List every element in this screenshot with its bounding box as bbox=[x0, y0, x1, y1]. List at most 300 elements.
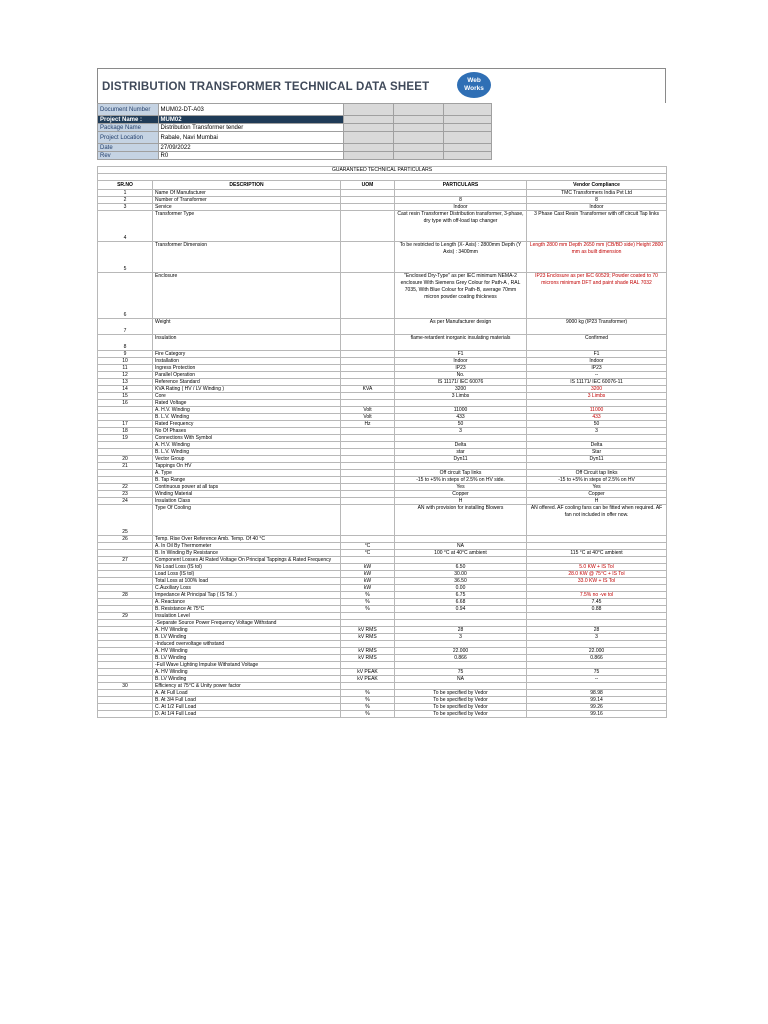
sr-no-cell: 22 bbox=[98, 484, 153, 491]
sr-no-cell bbox=[98, 704, 153, 711]
table-row bbox=[98, 564, 667, 571]
description-cell: Efficiency at 75°C & Unity power factor bbox=[153, 683, 341, 690]
info-cell bbox=[444, 104, 492, 116]
sr-no-cell bbox=[98, 414, 153, 421]
particulars-cell: Indoor bbox=[395, 358, 527, 365]
company-logo bbox=[457, 72, 491, 98]
table-row bbox=[98, 550, 667, 557]
vendor-compliance-cell: -- bbox=[527, 676, 667, 683]
description-cell: A. HV Winding bbox=[153, 648, 341, 655]
table-row bbox=[98, 190, 667, 197]
uom-cell: Hz bbox=[341, 421, 395, 428]
info-label: Project Name : bbox=[98, 116, 159, 124]
particulars-cell: To be restricted to Length (X- Axis) : 2800mm Depth (Y Axis) : 3400mm bbox=[395, 242, 527, 273]
table-row bbox=[98, 386, 667, 393]
sr-no-cell bbox=[98, 442, 153, 449]
particulars-cell bbox=[395, 641, 527, 648]
column-header: UOM bbox=[341, 181, 395, 190]
particulars-cell: 0.94 bbox=[395, 606, 527, 613]
table-row bbox=[98, 456, 667, 463]
info-cell bbox=[394, 152, 444, 160]
uom-cell bbox=[341, 319, 395, 335]
particulars-cell: 0.866 bbox=[395, 655, 527, 662]
vendor-compliance-cell: 0.866 bbox=[527, 655, 667, 662]
table-row bbox=[98, 704, 667, 711]
vendor-compliance-cell: Indoor bbox=[527, 358, 667, 365]
vendor-compliance-cell: 7.45 bbox=[527, 599, 667, 606]
description-cell: Rated Voltage bbox=[153, 400, 341, 407]
vendor-compliance-cell bbox=[527, 620, 667, 627]
uom-cell bbox=[341, 435, 395, 442]
uom-cell: kW bbox=[341, 585, 395, 592]
info-row bbox=[98, 104, 492, 116]
vendor-compliance-cell: 3 Limbs bbox=[527, 393, 667, 400]
gtp-heading: GUARANTEED TECHNICAL PARTICULARS bbox=[98, 167, 667, 174]
particulars-cell bbox=[395, 620, 527, 627]
vendor-compliance-cell: 75 bbox=[527, 669, 667, 676]
table-row bbox=[98, 358, 667, 365]
table-row bbox=[98, 484, 667, 491]
table-row bbox=[98, 442, 667, 449]
particulars-cell: H bbox=[395, 498, 527, 505]
vendor-compliance-cell: Indoor bbox=[527, 204, 667, 211]
table-row bbox=[98, 599, 667, 606]
info-row bbox=[98, 144, 492, 152]
sr-no-cell bbox=[98, 697, 153, 704]
description-cell: B. In Winding By Resistance bbox=[153, 550, 341, 557]
uom-cell bbox=[341, 242, 395, 273]
vendor-compliance-cell bbox=[527, 435, 667, 442]
uom-cell: kV RMS bbox=[341, 634, 395, 641]
description-cell: Winding Material bbox=[153, 491, 341, 498]
uom-cell bbox=[341, 273, 395, 319]
particulars-cell: No. bbox=[395, 372, 527, 379]
description-cell: Transformer Dimension bbox=[153, 242, 341, 273]
vendor-compliance-cell: 99.16 bbox=[527, 711, 667, 718]
info-cell bbox=[344, 132, 394, 144]
description-cell: Reference Standard bbox=[153, 379, 341, 386]
uom-cell bbox=[341, 204, 395, 211]
particulars-cell: IP23 bbox=[395, 365, 527, 372]
uom-cell: % bbox=[341, 690, 395, 697]
table-row bbox=[98, 697, 667, 704]
table-row bbox=[98, 365, 667, 372]
particulars-cell: flame-retardent inorganic insulating materials bbox=[395, 335, 527, 351]
vendor-compliance-cell: 3200 bbox=[527, 386, 667, 393]
sr-no-cell: 26 bbox=[98, 536, 153, 543]
vendor-compliance-cell: 99.26 bbox=[527, 704, 667, 711]
sr-no-cell bbox=[98, 550, 153, 557]
table-row bbox=[98, 470, 667, 477]
vendor-compliance-cell: 0.88 bbox=[527, 606, 667, 613]
particulars-cell: "Enclosed Dry-Type" as per IEC minimum NEMA-2 enclosure With Siemens Grey Colour for Path-A , RAL 7035, With Blue Colour for Path-B, average 70mm micron powder coating thickness bbox=[395, 273, 527, 319]
particulars-cell bbox=[395, 557, 527, 564]
description-cell: Temp. Rise Over Reference Amb. Temp. Of 40 °C bbox=[153, 536, 341, 543]
table-row bbox=[98, 449, 667, 456]
uom-cell bbox=[341, 190, 395, 197]
description-cell: Weight bbox=[153, 319, 341, 335]
table-row bbox=[98, 477, 667, 484]
uom-cell: kW bbox=[341, 578, 395, 585]
info-cell bbox=[344, 104, 394, 116]
page-title: DISTRIBUTION TRANSFORMER TECHNICAL DATA SHEET bbox=[102, 81, 430, 93]
data-sheet bbox=[97, 68, 666, 718]
info-cell bbox=[394, 144, 444, 152]
table-row bbox=[98, 351, 667, 358]
particulars-cell: Off circuit Tap links bbox=[395, 470, 527, 477]
sr-no-cell: 14 bbox=[98, 386, 153, 393]
sr-no-cell bbox=[98, 655, 153, 662]
table-row bbox=[98, 543, 667, 550]
sr-no-cell bbox=[98, 578, 153, 585]
vendor-compliance-cell bbox=[527, 557, 667, 564]
sr-no-cell bbox=[98, 662, 153, 669]
particulars-cell bbox=[395, 463, 527, 470]
description-cell: Insulation Level bbox=[153, 613, 341, 620]
description-cell: Installation bbox=[153, 358, 341, 365]
uom-cell: % bbox=[341, 711, 395, 718]
uom-cell bbox=[341, 351, 395, 358]
table-row bbox=[98, 662, 667, 669]
vendor-compliance-cell: 22.000 bbox=[527, 648, 667, 655]
vendor-compliance-cell: Dyn11 bbox=[527, 456, 667, 463]
particulars-cell: IS 11171/ IEC 60076 bbox=[395, 379, 527, 386]
uom-cell: Volt bbox=[341, 414, 395, 421]
vendor-compliance-cell bbox=[527, 683, 667, 690]
sr-no-cell: 15 bbox=[98, 393, 153, 400]
uom-cell bbox=[341, 379, 395, 386]
info-cell bbox=[444, 144, 492, 152]
sr-no-cell bbox=[98, 477, 153, 484]
particulars-cell bbox=[395, 662, 527, 669]
description-cell: D. At 1/4 Full Load bbox=[153, 711, 341, 718]
vendor-compliance-cell: Confirmed bbox=[527, 335, 667, 351]
table-row bbox=[98, 613, 667, 620]
uom-cell: °C bbox=[341, 543, 395, 550]
table-row bbox=[98, 421, 667, 428]
particulars-cell: 433 bbox=[395, 414, 527, 421]
vendor-compliance-cell: 28 bbox=[527, 627, 667, 634]
particulars-cell: F1 bbox=[395, 351, 527, 358]
uom-cell: kV RMS bbox=[341, 648, 395, 655]
particulars-cell: Yes bbox=[395, 484, 527, 491]
particulars-cell bbox=[395, 683, 527, 690]
particulars-cell: 11000 bbox=[395, 407, 527, 414]
uom-cell: kV RMS bbox=[341, 627, 395, 634]
vendor-compliance-cell: -- bbox=[527, 372, 667, 379]
description-cell: Name Of Manufacturer bbox=[153, 190, 341, 197]
description-cell: A. In Oil By Thermometer bbox=[153, 543, 341, 550]
uom-cell: Volt bbox=[341, 407, 395, 414]
sr-no-cell: 6 bbox=[98, 273, 153, 319]
particulars-cell: 30.00 bbox=[395, 571, 527, 578]
description-cell: Type Of Cooling bbox=[153, 505, 341, 536]
particulars-cell: To be specified by Vedor bbox=[395, 690, 527, 697]
sr-no-cell bbox=[98, 543, 153, 550]
sr-no-cell bbox=[98, 648, 153, 655]
vendor-compliance-cell: F1 bbox=[527, 351, 667, 358]
uom-cell bbox=[341, 613, 395, 620]
particulars-cell: 3200 bbox=[395, 386, 527, 393]
description-cell: B. Resistance At 75°C bbox=[153, 606, 341, 613]
info-row bbox=[98, 152, 492, 160]
info-row bbox=[98, 132, 492, 144]
description-cell: -Separate Source Power Frequency Voltage Withstand bbox=[153, 620, 341, 627]
uom-cell bbox=[341, 683, 395, 690]
uom-cell bbox=[341, 620, 395, 627]
particulars-cell: To be specified by Vedor bbox=[395, 711, 527, 718]
uom-cell: kV PEAK bbox=[341, 676, 395, 683]
table-row bbox=[98, 571, 667, 578]
description-cell: B. LV Winding bbox=[153, 676, 341, 683]
info-value: 27/09/2022 bbox=[158, 144, 344, 152]
info-value: R0 bbox=[158, 152, 344, 160]
vendor-compliance-cell: 11000 bbox=[527, 407, 667, 414]
table-row bbox=[98, 372, 667, 379]
description-cell: No Load Loss (IS tol) bbox=[153, 564, 341, 571]
vendor-compliance-cell: IS 11171/ IEC 60076-11 bbox=[527, 379, 667, 386]
table-row bbox=[98, 204, 667, 211]
sr-no-cell: 21 bbox=[98, 463, 153, 470]
vendor-compliance-cell bbox=[527, 613, 667, 620]
sr-no-cell: 10 bbox=[98, 358, 153, 365]
particulars-cell: As per Manufacturer design bbox=[395, 319, 527, 335]
uom-cell bbox=[341, 498, 395, 505]
info-label: Project Location bbox=[98, 132, 159, 144]
sr-no-cell: 11 bbox=[98, 365, 153, 372]
table-row bbox=[98, 407, 667, 414]
uom-cell bbox=[341, 662, 395, 669]
particulars-cell: 28 bbox=[395, 627, 527, 634]
description-cell: B. LV Winding bbox=[153, 655, 341, 662]
description-cell: Connections With Symbol bbox=[153, 435, 341, 442]
info-cell bbox=[394, 104, 444, 116]
table-row bbox=[98, 491, 667, 498]
uom-cell bbox=[341, 484, 395, 491]
vendor-compliance-cell: 433 bbox=[527, 414, 667, 421]
vendor-compliance-cell: 3 bbox=[527, 428, 667, 435]
particulars-cell bbox=[395, 435, 527, 442]
table-row bbox=[98, 585, 667, 592]
vendor-compliance-cell: IP23 Enclosure as per IEC 60529; Powder coated to 70 microns minimum DFT and paint shade RAL 7032 bbox=[527, 273, 667, 319]
description-cell: B. L.V. Winding bbox=[153, 449, 341, 456]
particulars-cell: 3 bbox=[395, 634, 527, 641]
uom-cell bbox=[341, 557, 395, 564]
info-row bbox=[98, 116, 492, 124]
title-box bbox=[97, 68, 666, 103]
uom-cell bbox=[341, 428, 395, 435]
table-row bbox=[98, 505, 667, 536]
particulars-cell bbox=[395, 536, 527, 543]
sr-no-cell bbox=[98, 470, 153, 477]
vendor-compliance-cell bbox=[527, 641, 667, 648]
description-cell: Rated Frequency bbox=[153, 421, 341, 428]
vendor-compliance-cell: 5.0 KW + IS Tol bbox=[527, 564, 667, 571]
table-row bbox=[98, 578, 667, 585]
description-cell: Continuous power at all taps bbox=[153, 484, 341, 491]
vendor-compliance-cell bbox=[527, 543, 667, 550]
table-row bbox=[98, 211, 667, 242]
description-cell: -Induced overvoltage withstand bbox=[153, 641, 341, 648]
particulars-cell bbox=[395, 190, 527, 197]
description-cell: A. H.V. Winding bbox=[153, 442, 341, 449]
table-row bbox=[98, 655, 667, 662]
sr-no-cell: 25 bbox=[98, 505, 153, 536]
uom-cell bbox=[341, 449, 395, 456]
table-row bbox=[98, 379, 667, 386]
description-cell: Vector Group bbox=[153, 456, 341, 463]
table-row bbox=[98, 634, 667, 641]
description-cell: -Full Wave Lighting Impulse Withstand Voltage bbox=[153, 662, 341, 669]
description-cell: C.Auxiliary Loss bbox=[153, 585, 341, 592]
description-cell: A. Reactance bbox=[153, 599, 341, 606]
description-cell: Insulation Class bbox=[153, 498, 341, 505]
table-row bbox=[98, 669, 667, 676]
vendor-compliance-cell: IP23 bbox=[527, 365, 667, 372]
info-label: Rev bbox=[98, 152, 159, 160]
table-row bbox=[98, 648, 667, 655]
table-row bbox=[98, 683, 667, 690]
sr-no-cell: 5 bbox=[98, 242, 153, 273]
sr-no-cell: 19 bbox=[98, 435, 153, 442]
particulars-cell: 6.50 bbox=[395, 564, 527, 571]
vendor-compliance-cell bbox=[527, 536, 667, 543]
info-cell bbox=[344, 116, 394, 124]
sr-no-cell bbox=[98, 571, 153, 578]
info-value: Distribution Transformer tender bbox=[158, 124, 344, 132]
uom-cell bbox=[341, 442, 395, 449]
sr-no-cell: 4 bbox=[98, 211, 153, 242]
uom-cell bbox=[341, 505, 395, 536]
table-row bbox=[98, 197, 667, 204]
description-cell: Component Losses At Rated Voltage On Principal Tappings & Rated Frequency bbox=[153, 557, 341, 564]
sr-no-cell bbox=[98, 564, 153, 571]
description-cell: Tappings On HV bbox=[153, 463, 341, 470]
sr-no-cell: 24 bbox=[98, 498, 153, 505]
particulars-cell: 3 bbox=[395, 428, 527, 435]
particulars-cell: Copper bbox=[395, 491, 527, 498]
sr-no-cell bbox=[98, 620, 153, 627]
sr-no-cell: 1 bbox=[98, 190, 153, 197]
info-cell bbox=[444, 116, 492, 124]
particulars-cell: star bbox=[395, 449, 527, 456]
info-cell bbox=[444, 124, 492, 132]
sr-no-cell: 9 bbox=[98, 351, 153, 358]
description-cell: C. At 1/2 Full Load bbox=[153, 704, 341, 711]
vendor-compliance-cell: 3 bbox=[527, 634, 667, 641]
table-row bbox=[98, 606, 667, 613]
info-label: Date bbox=[98, 144, 159, 152]
sr-no-cell bbox=[98, 669, 153, 676]
uom-cell bbox=[341, 463, 395, 470]
vendor-compliance-cell bbox=[527, 463, 667, 470]
info-cell bbox=[394, 116, 444, 124]
table-row bbox=[98, 393, 667, 400]
particulars-cell: 6.68 bbox=[395, 599, 527, 606]
vendor-compliance-cell: 3 Phase Cast Resin Transformer with off circuit Tap links bbox=[527, 211, 667, 242]
vendor-compliance-cell bbox=[527, 585, 667, 592]
particulars-cell: 6.75 bbox=[395, 592, 527, 599]
uom-cell: kW bbox=[341, 564, 395, 571]
particulars-cell: 8 bbox=[395, 197, 527, 204]
table-row bbox=[98, 627, 667, 634]
table-row bbox=[98, 335, 667, 351]
description-cell: A. HV Winding bbox=[153, 627, 341, 634]
uom-cell bbox=[341, 335, 395, 351]
sr-no-cell: 12 bbox=[98, 372, 153, 379]
table-row bbox=[98, 400, 667, 407]
particulars-cell: 22.000 bbox=[395, 648, 527, 655]
uom-cell: % bbox=[341, 592, 395, 599]
description-cell: Total Loss at 100% load bbox=[153, 578, 341, 585]
vendor-compliance-cell: 28.0 KW @ 75°C + IS Tol bbox=[527, 571, 667, 578]
technical-particulars-table bbox=[97, 166, 667, 718]
vendor-compliance-cell: 50 bbox=[527, 421, 667, 428]
uom-cell bbox=[341, 470, 395, 477]
column-header: Vendor Compliance bbox=[527, 181, 667, 190]
particulars-cell: 36.50 bbox=[395, 578, 527, 585]
uom-cell: KVA bbox=[341, 386, 395, 393]
description-cell: A. Type bbox=[153, 470, 341, 477]
sr-no-cell: 8 bbox=[98, 335, 153, 351]
table-row bbox=[98, 711, 667, 718]
sr-no-cell bbox=[98, 599, 153, 606]
sr-no-cell bbox=[98, 606, 153, 613]
uom-cell: % bbox=[341, 704, 395, 711]
description-cell: Number of Transformer bbox=[153, 197, 341, 204]
info-cell bbox=[444, 152, 492, 160]
vendor-compliance-cell: 98.98 bbox=[527, 690, 667, 697]
vendor-compliance-cell: 33.0 KW + IS Tol bbox=[527, 578, 667, 585]
particulars-cell: Cast resin Transformer Distribution transformer, 3-phase, dry type with off-load tap changer bbox=[395, 211, 527, 242]
uom-cell bbox=[341, 393, 395, 400]
sr-no-cell: 23 bbox=[98, 491, 153, 498]
vendor-compliance-cell: -15 to +5% in steps of 2.5% on HV bbox=[527, 477, 667, 484]
description-cell: A. At Full Load bbox=[153, 690, 341, 697]
description-cell: B. At 3/4 Full Load bbox=[153, 697, 341, 704]
info-value: Rabale, Navi Mumbai bbox=[158, 132, 344, 144]
sr-no-cell: 18 bbox=[98, 428, 153, 435]
sr-no-cell bbox=[98, 585, 153, 592]
uom-cell bbox=[341, 358, 395, 365]
sr-no-cell: 27 bbox=[98, 557, 153, 564]
description-cell: KVA Rating ( HV / LV Winding ) bbox=[153, 386, 341, 393]
sr-no-cell bbox=[98, 711, 153, 718]
info-cell bbox=[344, 124, 394, 132]
sr-no-cell: 20 bbox=[98, 456, 153, 463]
table-row bbox=[98, 620, 667, 627]
vendor-compliance-cell: 115 °C at 40°C ambient bbox=[527, 550, 667, 557]
uom-cell: kV PEAK bbox=[341, 669, 395, 676]
description-cell: A. HV Winding bbox=[153, 669, 341, 676]
table-row bbox=[98, 463, 667, 470]
column-header: PARTICULARS bbox=[395, 181, 527, 190]
sr-no-cell bbox=[98, 627, 153, 634]
particulars-cell: 100 °C at 40°C ambient bbox=[395, 550, 527, 557]
uom-cell: °C bbox=[341, 550, 395, 557]
table-row bbox=[98, 592, 667, 599]
sr-no-cell: 28 bbox=[98, 592, 153, 599]
description-cell: Load Loss (IS tol) bbox=[153, 571, 341, 578]
table-row bbox=[98, 676, 667, 683]
description-cell: B. Tap Range bbox=[153, 477, 341, 484]
table-row bbox=[98, 428, 667, 435]
table-row bbox=[98, 690, 667, 697]
sr-no-cell: 3 bbox=[98, 204, 153, 211]
description-cell: Transformer Type bbox=[153, 211, 341, 242]
table-row bbox=[98, 641, 667, 648]
particulars-cell: 75 bbox=[395, 669, 527, 676]
